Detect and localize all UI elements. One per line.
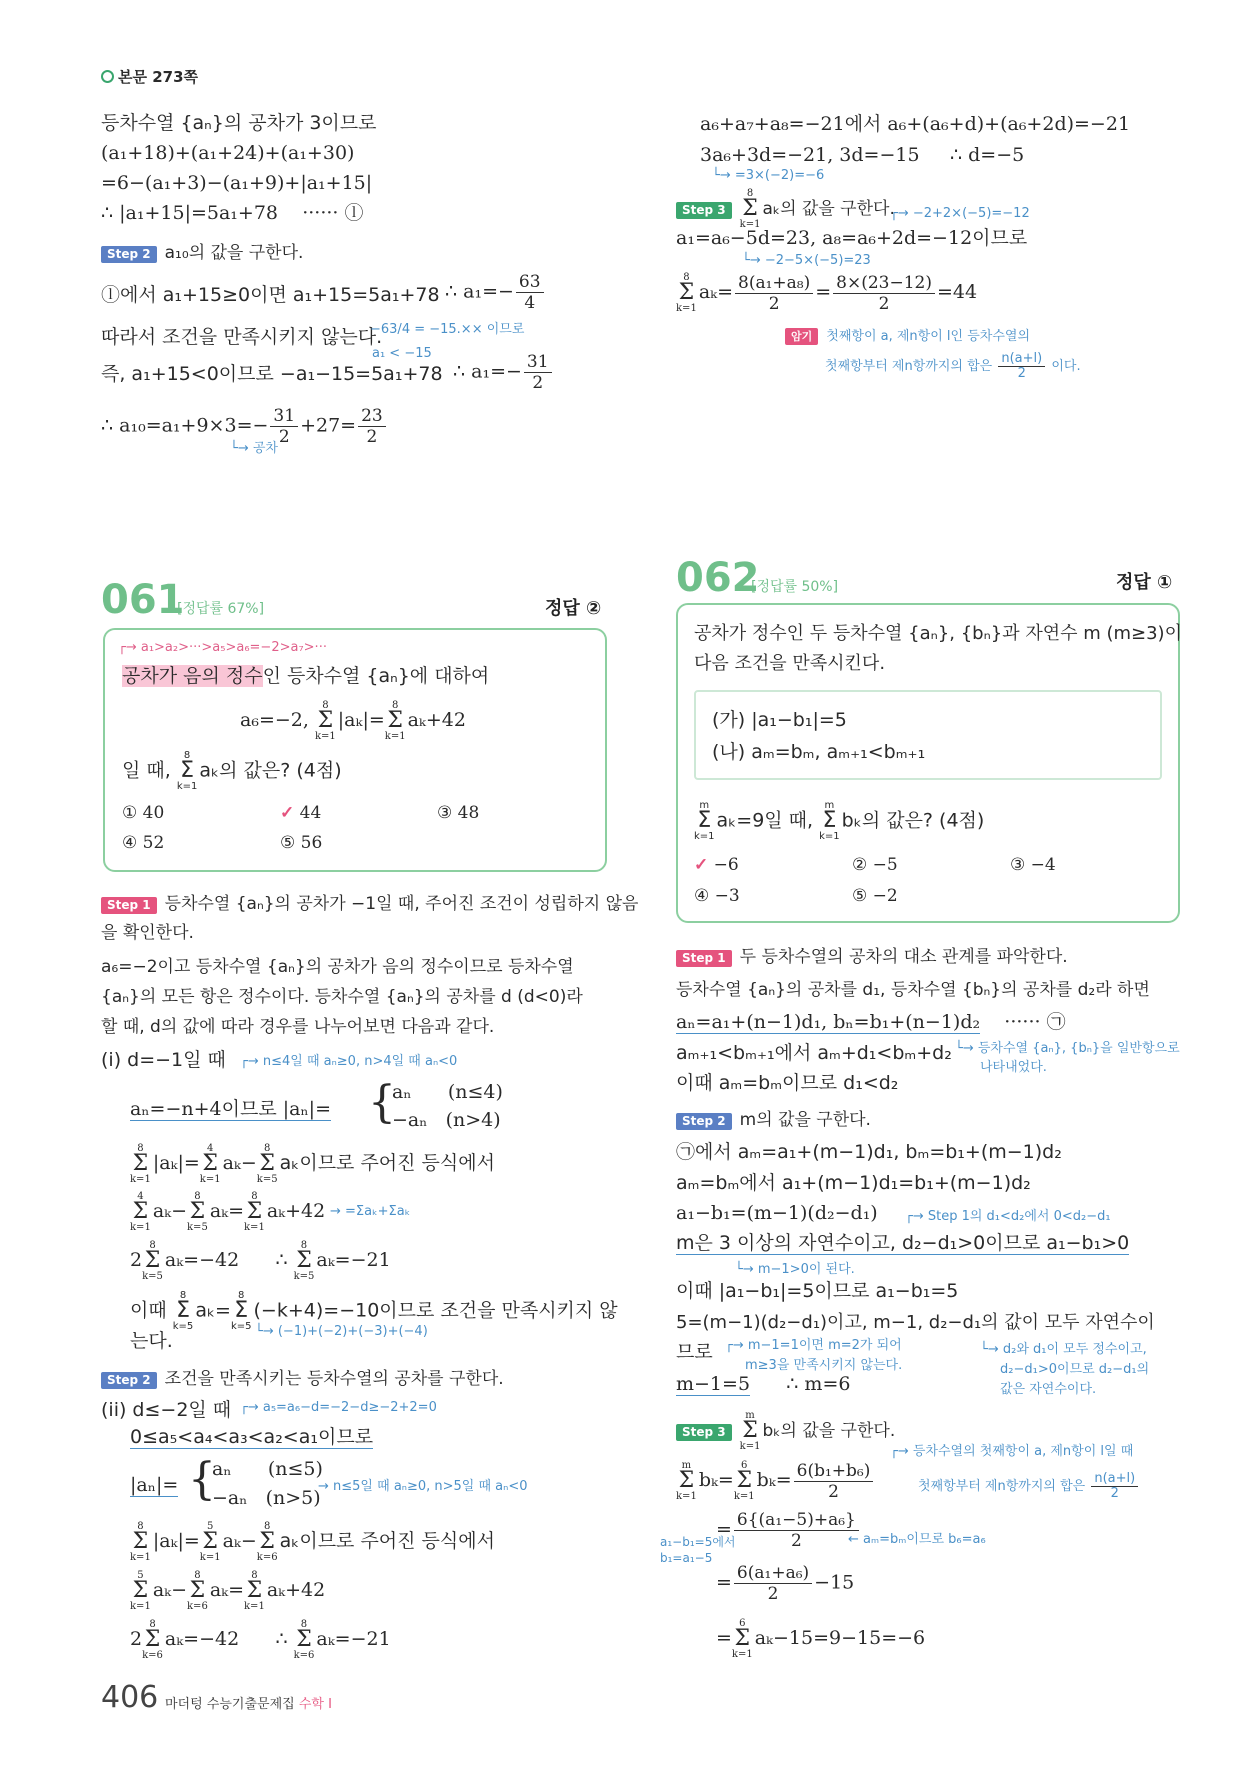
side-note: −63/4 = −15.×× 이므로 bbox=[370, 322, 525, 337]
side-note: └→ 등차수열 {aₙ}, {bₙ}을 일반항으로 bbox=[955, 1041, 1180, 1056]
side-note: ┌→ m−1=1이면 m=2가 되어 bbox=[725, 1338, 902, 1353]
memo-note: 암기 첫째항이 a, 제n항이 l인 등차수열의 bbox=[785, 325, 1030, 345]
side-note: └→ d₂와 d₁이 모두 정수이고, bbox=[980, 1342, 1147, 1357]
math-line: m−1=5 ∴ m=6 bbox=[676, 1373, 851, 1395]
question-number: 062 bbox=[676, 555, 760, 601]
case-heading: (i) d=−1일 때 bbox=[101, 1049, 226, 1071]
math-line: =6−(a₁+3)−(a₁+9)+|a₁+15| bbox=[101, 172, 373, 194]
step-badge: Step 1 bbox=[676, 950, 732, 967]
side-note: ┌→ Step 1의 d₁<d₂에서 0<d₂−d₁ bbox=[905, 1209, 1111, 1224]
math-line: (a₁+18)+(a₁+24)+(a₁+30) bbox=[101, 142, 355, 164]
circle-icon bbox=[101, 70, 114, 83]
step-heading: Step 1 등차수열 {aₙ}의 공차가 −1일 때, 주어진 조건이 성립하지 않음 bbox=[101, 891, 638, 916]
memo-note-2: 첫째항부터 제n항까지의 합은 $\frac{n(a+l)}{2}$ 이다. bbox=[825, 351, 1081, 381]
answer-label: 정답 ② bbox=[545, 598, 602, 619]
math-line: 0≤a₅<a₄<a₃<a₂<a₁이므로 bbox=[130, 1426, 374, 1448]
side-note: ┌→ a₁>a₂>···>a₅>a₆=−2>a₇>··· bbox=[118, 640, 327, 655]
step-heading: Step 2 m의 값을 구한다. bbox=[676, 1107, 871, 1132]
side-note: └→ (−1)+(−2)+(−3)+(−4) bbox=[255, 1324, 428, 1339]
question-stem: 일 때, 8 Σ k=1 aₖ의 값은? (4점) bbox=[122, 750, 342, 792]
side-note: → =Σaₖ+Σaₖ bbox=[330, 1204, 411, 1219]
step-badge: Step 3 bbox=[676, 202, 732, 219]
option-1[interactable]: ① 40 bbox=[122, 803, 165, 823]
option-3[interactable]: ③ −4 bbox=[1010, 855, 1056, 875]
math-result: ∴ a₁=− $\frac{63}{4}$ bbox=[445, 272, 546, 313]
math-line: ∴ |a₁+15|=5a₁+78 ······ ⓛ bbox=[101, 202, 364, 224]
accuracy-rate: [정답률 67%] bbox=[177, 601, 265, 617]
case-2: −aₙ (n>4) bbox=[392, 1109, 501, 1131]
math-line: ∴ a₁₀=a₁+9×3=− $\frac{31}{2}$ +27= $\frac{23}{2}$ bbox=[101, 406, 388, 447]
checkmark-icon: ✓ bbox=[280, 803, 295, 823]
side-note: ← aₘ=bₘ이므로 b₆=a₆ bbox=[848, 1532, 986, 1547]
side-note: m≥3을 만족시키지 않는다. bbox=[745, 1358, 903, 1373]
condition-box bbox=[694, 690, 1162, 780]
step-badge: Step 3 bbox=[676, 1424, 732, 1441]
text-line: 등차수열 {aₙ}의 공차가 3이므로 bbox=[101, 112, 377, 134]
math-line: 이때 |a₁−b₁|=5이므로 a₁−b₁=5 bbox=[676, 1280, 959, 1302]
step-badge: Step 2 bbox=[101, 246, 157, 263]
case-1: aₙ (n≤4) bbox=[392, 1081, 503, 1103]
text-line: a₆=−2이고 등차수열 {aₙ}의 공차가 음의 정수이므로 등차수열 bbox=[101, 957, 574, 977]
option-2[interactable]: ✓ 44 bbox=[280, 803, 322, 823]
math-line: 이때 8 Σ k=5 aₖ= 8 Σ k=5 (−k+4)=−10이므로 조건을 만족시키지 않 bbox=[130, 1290, 618, 1332]
math-line: ⓛ에서 a₁+15≥0이면 a₁+15=5a₁+78 bbox=[101, 284, 440, 306]
math-line: 2 8 Σ k=6 aₖ=−42 ∴ 8 Σ k=6 aₖ=−21 bbox=[130, 1619, 391, 1661]
text-line: 따라서 조건을 만족시키지 않는다. bbox=[101, 326, 383, 348]
math-line: 2 8 Σ k=5 aₖ=−42 ∴ 8 Σ k=5 aₖ=−21 bbox=[130, 1240, 391, 1282]
math-line: m은 3 이상의 자연수이고, d₂−d₁>0이므로 a₁−b₁>0 bbox=[676, 1232, 1130, 1254]
book-title: 마더텅 수능기출문제집 수학 I bbox=[165, 1697, 332, 1712]
step-badge: Step 1 bbox=[101, 897, 157, 914]
side-note: ┌→ a₅=a₆−d=−2−d≥−2+2=0 bbox=[240, 1400, 437, 1415]
question-stem: 다음 조건을 만족시킨다. bbox=[694, 653, 886, 674]
math-line: 즉, a₁+15<0이므로 −a₁−15=5a₁+78 bbox=[101, 363, 443, 385]
option-3[interactable]: ③ 48 bbox=[437, 803, 480, 823]
step-badge: Step 2 bbox=[676, 1113, 732, 1130]
side-note: 첫째항부터 제n항까지의 합은 $\frac{n(a+l)}{2}$ bbox=[918, 1472, 1140, 1501]
math-line: aₘ₊₁<bₘ₊₁에서 aₘ+d₁<bₘ+d₂ bbox=[676, 1042, 952, 1064]
math-line: aₙ=a₁+(n−1)d₁, bₙ=b₁+(n−1)d₂ ······ ㉠ bbox=[676, 1011, 1066, 1033]
section-header: 본문 273쪽 bbox=[101, 66, 198, 87]
math-line: 3a₆+3d=−21, 3d=−15 bbox=[700, 144, 920, 166]
option-5[interactable]: ⑤ 56 bbox=[280, 833, 323, 853]
question-stem: 공차가 정수인 두 등차수열 {aₙ}, {bₙ}과 자연수 m (m≥3)이 bbox=[694, 623, 1182, 644]
case-heading: (ii) d≤−2일 때 bbox=[101, 1399, 232, 1421]
case-2: −aₙ (n>5) bbox=[212, 1487, 321, 1509]
page-number: 406 bbox=[101, 1680, 159, 1715]
math-line: |aₙ|= bbox=[130, 1474, 179, 1496]
case-brace: { bbox=[188, 1454, 216, 1505]
math-result: ∴ a₁=− $\frac{31}{2}$ bbox=[453, 352, 554, 393]
condition-b: (나) aₘ=bₘ, aₘ₊₁<bₘ₊₁ bbox=[712, 741, 926, 763]
option-1[interactable]: ✓ −6 bbox=[694, 855, 739, 875]
step-heading: Step 2 a₁₀의 값을 구한다. bbox=[101, 240, 303, 265]
side-note: ┌→ −2+2×(−5)=−12 bbox=[890, 206, 1030, 221]
checkmark-icon: ✓ bbox=[694, 855, 709, 875]
step-heading: Step 2 조건을 만족시키는 등차수열의 공차를 구한다. bbox=[101, 1366, 504, 1391]
side-note: a₁ < −15 bbox=[372, 346, 432, 361]
answer-label: 정답 ① bbox=[1116, 572, 1173, 593]
math-line: aₘ=bₘ에서 a₁+(m−1)d₁=b₁+(m−1)d₂ bbox=[676, 1172, 1031, 1194]
math-line: 5=(m−1)(d₂−d₁)이고, m−1, d₂−d₁의 값이 모두 자연수이 bbox=[676, 1312, 1155, 1333]
math-line: a₆+a₇+a₈=−21에서 a₆+(a₆+d)+(a₆+2d)=−21 bbox=[700, 113, 1131, 135]
question-stem: 공차가 음의 정수인 등차수열 {aₙ}에 대하여 bbox=[122, 665, 490, 687]
step-heading: Step 3 8 Σ k=1 aₖ의 값을 구한다. bbox=[676, 188, 895, 230]
step-heading: Step 3 m Σ k=1 bₖ의 값을 구한다. bbox=[676, 1410, 895, 1452]
math-line: m Σ k=1 bₖ= 6 Σ k=1 bₖ= $\frac{\text{6(b₁+b₆)}}{2}$ bbox=[676, 1460, 875, 1502]
math-line: aₙ=−n+4이므로 |aₙ|= bbox=[130, 1098, 332, 1120]
math-line: = 6 Σ k=1 aₖ−15=9−15=−6 bbox=[716, 1618, 926, 1660]
question-number: 061 bbox=[101, 577, 185, 623]
option-4[interactable]: ④ 52 bbox=[122, 833, 165, 853]
math-result: ∴ d=−5 bbox=[950, 144, 1025, 166]
side-note: └→ −2−5×(−5)=23 bbox=[742, 253, 871, 268]
option-4[interactable]: ④ −3 bbox=[694, 886, 740, 906]
side-note: ┌→ 등차수열의 첫째항이 a, 제n항이 l일 때 bbox=[890, 1444, 1134, 1459]
question-stem: m Σ k=1 aₖ=9일 때, m Σ k=1 bₖ의 값은? (4점) bbox=[694, 800, 985, 842]
math-line: 8 Σ k=1 |aₖ|= 4 Σ k=1 aₖ− 8 Σ k=5 aₖ이므로 주어진 등식에서 bbox=[130, 1143, 495, 1185]
side-note: └→ m−1>0이 된다. bbox=[735, 1262, 855, 1277]
math-line: ㉠에서 aₘ=a₁+(m−1)d₁, bₘ=b₁+(m−1)d₂ bbox=[676, 1141, 1062, 1163]
accuracy-rate: [정답률 50%] bbox=[751, 579, 839, 595]
math-line: a₁−b₁=(m−1)(d₂−d₁) bbox=[676, 1202, 878, 1224]
step-heading: Step 1 두 등차수열의 공차의 대소 관계를 파악한다. bbox=[676, 944, 1068, 969]
option-5[interactable]: ⑤ −2 bbox=[852, 886, 898, 906]
side-note: 값은 자연수이다. bbox=[1000, 1382, 1097, 1397]
math-line: 8 Σ k=1 aₖ= $\frac{\text{8(a₁+a₈)}}{2}$ = $\frac{8\times(23-12)}{2}$ =44 bbox=[676, 272, 978, 314]
math-line: 이때 aₘ=bₘ이므로 d₁<d₂ bbox=[676, 1072, 899, 1094]
math-line: 4 Σ k=1 aₖ− 8 Σ k=5 aₖ= 8 Σ k=1 aₖ+42 bbox=[130, 1191, 326, 1233]
math-line: a₁=a₆−5d=23, a₈=a₆+2d=−12이므로 bbox=[676, 227, 1028, 249]
condition: a₆=−2, 8 Σ k=1 |aₖ|= 8 Σ k=1 aₖ+42 bbox=[240, 700, 466, 742]
option-2[interactable]: ② −5 bbox=[852, 855, 898, 875]
side-note: ┌→ n≤4일 때 aₙ≥0, n>4일 때 aₙ<0 bbox=[240, 1054, 458, 1069]
memo-badge: 암기 bbox=[785, 328, 818, 345]
case-1: aₙ (n≤5) bbox=[212, 1458, 323, 1480]
side-note: d₂−d₁>0이므로 d₂−d₁의 bbox=[1000, 1362, 1150, 1377]
side-note: → n≤5일 때 aₙ≥0, n>5일 때 aₙ<0 bbox=[318, 1479, 528, 1494]
step-heading-cont: 을 확인한다. bbox=[101, 923, 194, 943]
condition-a: (가) |a₁−b₁|=5 bbox=[712, 709, 847, 731]
side-note: a₁−b₁=5에서 bbox=[660, 1535, 736, 1549]
text-line: 는다. bbox=[130, 1330, 173, 1352]
side-note: └→ =3×(−2)=−6 bbox=[712, 168, 825, 183]
text-line: 할 때, d의 값에 따라 경우를 나누어보면 다음과 같다. bbox=[101, 1017, 495, 1037]
case-brace: { bbox=[368, 1077, 396, 1128]
step-badge: Step 2 bbox=[101, 1372, 157, 1389]
text-line: 등차수열 {aₙ}의 공차를 d₁, 등차수열 {bₙ}의 공차를 d₂라 하면 bbox=[676, 980, 1150, 1000]
text-line: {aₙ}의 모든 항은 정수이다. 등차수열 {aₙ}의 공차를 d (d<0)라 bbox=[101, 987, 583, 1007]
math-line: = $\frac{\text{6\{(a₁−5)+a₆\}}}{2}$ bbox=[716, 1510, 861, 1551]
side-note: └→ 공차 bbox=[230, 441, 278, 456]
math-line: 5 Σ k=1 aₖ− 8 Σ k=6 aₖ= 8 Σ k=1 aₖ+42 bbox=[130, 1570, 326, 1612]
side-note: 나타내었다. bbox=[980, 1060, 1047, 1075]
math-line: = $\frac{\text{6(a₁+a₆)}}{2}$ −15 bbox=[716, 1563, 855, 1604]
math-line: 8 Σ k=1 |aₖ|= 5 Σ k=1 aₖ− 8 Σ k=6 aₖ이므로 주어진 등식에서 bbox=[130, 1521, 495, 1563]
side-note: b₁=a₁−5 bbox=[660, 1551, 713, 1565]
text-line: 므로 bbox=[676, 1341, 713, 1363]
